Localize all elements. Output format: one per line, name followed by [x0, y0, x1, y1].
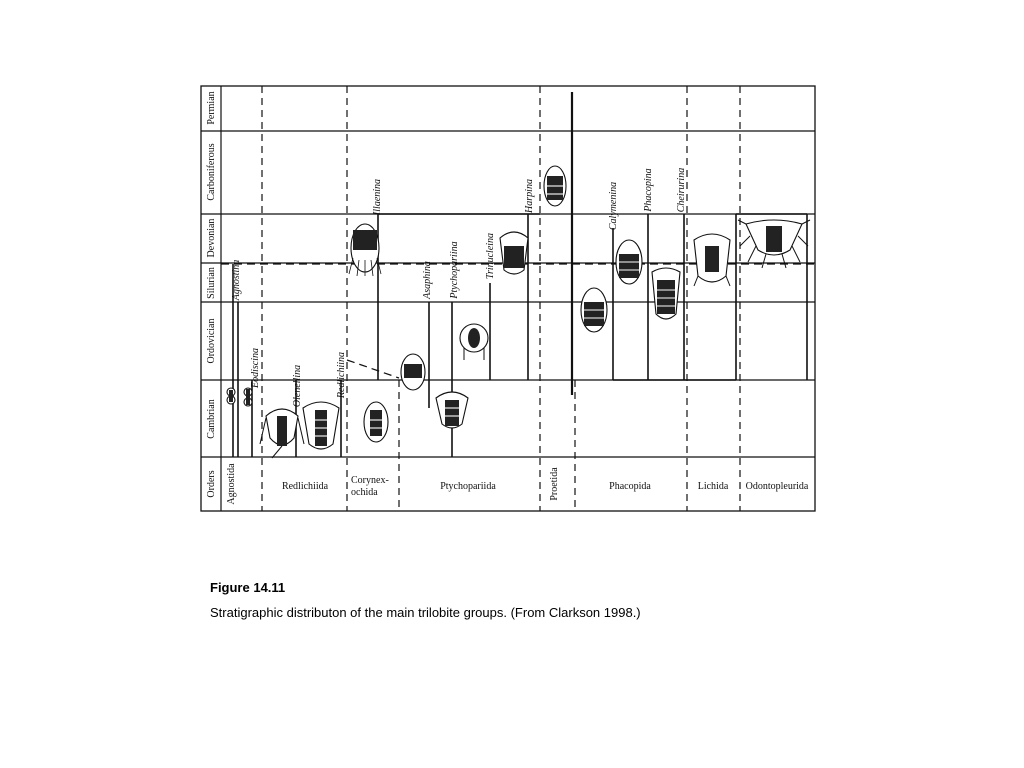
chart-frame — [201, 86, 815, 511]
cheirurina-trilobite-icon — [652, 268, 680, 319]
order-label: Ptychopariida — [440, 481, 496, 492]
lichida-trilobite-icon — [694, 234, 730, 286]
period-labels — [206, 91, 217, 497]
suborder-labels — [231, 168, 687, 407]
suborder-label: Redlichiina — [336, 351, 347, 399]
period-label: Devonian — [206, 218, 217, 258]
order-label: Odontopleurida — [745, 481, 809, 492]
eodiscid-trilobite-icon — [244, 388, 252, 406]
period-label: Carboniferous — [206, 143, 217, 201]
calymenina-trilobite-icon — [581, 288, 607, 332]
suborder-label: Ptychopariina — [449, 241, 460, 299]
suborder-label: Phacopina — [643, 168, 654, 212]
dashed-connectors — [221, 264, 815, 378]
period-label: Silurian — [206, 267, 217, 299]
ptychopariina-trilobite-icon — [436, 392, 468, 428]
trilobite-illustrations — [227, 166, 810, 458]
order-label: Lichida — [697, 481, 729, 492]
suborder-label: Harpina — [524, 179, 535, 213]
period-boundaries — [201, 131, 815, 457]
olenellina-trilobite-icon — [260, 409, 304, 458]
order-label: Proetida — [549, 467, 560, 501]
order-labels — [226, 463, 809, 505]
figure-caption-text: Stratigraphic distributon of the main trilobite groups. (From Clarkson 1998.) — [210, 605, 641, 620]
order-label: Phacopida — [609, 481, 651, 492]
figure-caption-title: Figure 14.11 — [210, 580, 286, 595]
proetida-trilobite-icon — [544, 166, 566, 206]
period-label: Orders — [206, 470, 217, 498]
redlichiina-trilobite-icon — [303, 402, 339, 449]
suborder-label: Trinucleina — [485, 232, 496, 280]
suborder-label: Calymenina — [608, 181, 619, 231]
suborder-label: Agnostina — [231, 259, 242, 301]
odontopleurida-trilobite-icon — [738, 220, 810, 268]
order-label: Redlichiida — [281, 481, 329, 492]
suborder-label: Olenellina — [292, 364, 303, 408]
illaenina-trilobite-icon — [349, 224, 381, 276]
period-label: Cambrian — [206, 399, 217, 439]
order-label: Agnostida — [226, 463, 237, 505]
harpina-trilobite-icon — [500, 232, 528, 274]
order-label: Corynex- — [351, 475, 389, 486]
asaphina-trilobite-icon — [401, 354, 425, 390]
suborder-label: Eodiscina — [250, 348, 261, 388]
period-label: Ordovician — [206, 318, 217, 364]
suborder-label: Asaphina — [422, 261, 433, 299]
order-label: ochida — [351, 487, 378, 498]
corynexochida-trilobite-icon — [364, 402, 388, 442]
suborder-label: Cheirurina — [676, 167, 687, 213]
period-label: Permian — [206, 91, 217, 125]
phacopina-trilobite-icon — [616, 240, 642, 284]
suborder-label: Illaenina — [372, 178, 383, 216]
trinucleina-trilobite-icon — [460, 324, 488, 360]
